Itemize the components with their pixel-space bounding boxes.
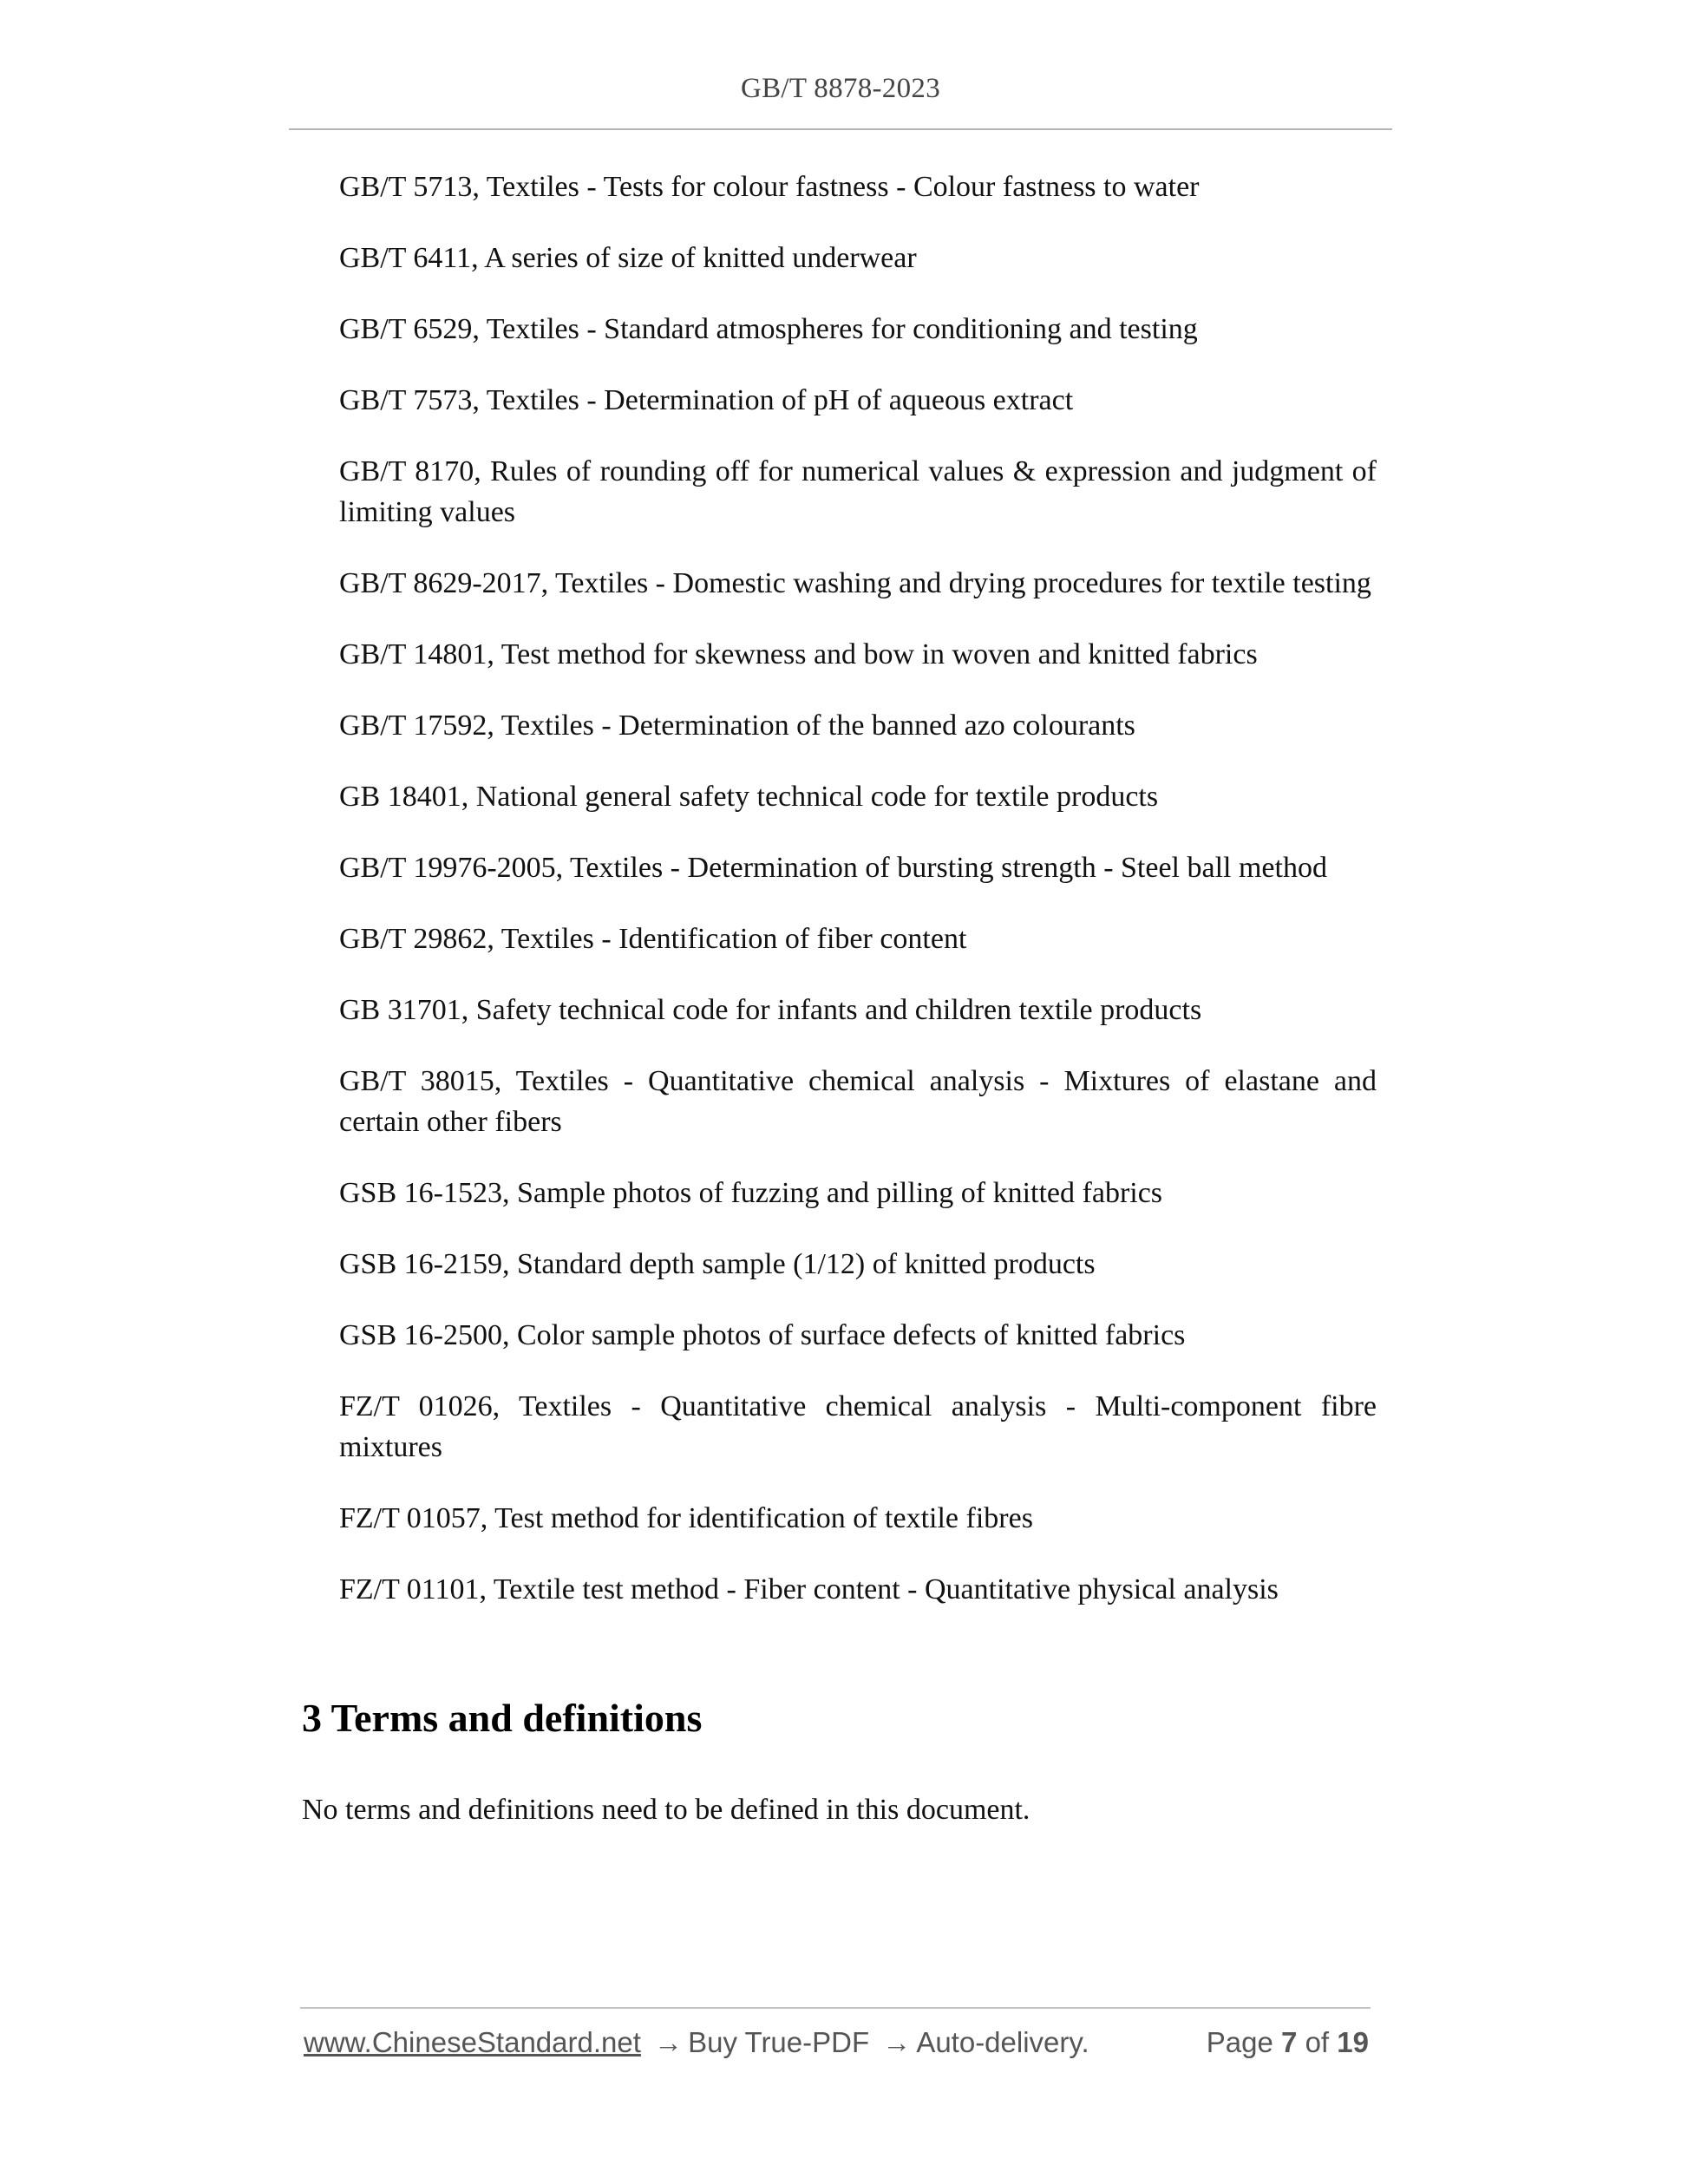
of-label: of bbox=[1305, 2026, 1330, 2058]
reference-item: FZ/T 01057, Test method for identification of textile fibres bbox=[339, 1502, 1033, 1534]
arrow-right-icon: → bbox=[882, 2026, 912, 2058]
reference-item: GSB 16-2159, Standard depth sample (1/12) of knitted products bbox=[339, 1248, 1096, 1280]
reference-item: GB/T 6411, A series of size of knitted underwear bbox=[339, 242, 917, 274]
reference-item: GB 31701, Safety technical code for infants and children textile products bbox=[339, 994, 1202, 1026]
reference-item: FZ/T 01101, Textile test method - Fiber content - Quantitative physical analysis bbox=[339, 1573, 1279, 1605]
page-indicator bbox=[1207, 2026, 1369, 2059]
reference-item: GB/T 5713, Textiles - Tests for colour fastness - Colour fastness to water bbox=[339, 171, 1200, 203]
reference-item: GB/T 8170, Rules of rounding off for numerical values & expression and judgment of limiting values bbox=[339, 455, 1377, 528]
header-divider bbox=[289, 128, 1392, 130]
arrow-right-icon: → bbox=[654, 2026, 684, 2058]
reference-item: GB/T 19976-2005, Textiles - Determination of bursting strength - Steel ball method bbox=[339, 852, 1327, 884]
footer-divider bbox=[300, 2007, 1371, 2009]
running-header: GB/T 8878-2023 bbox=[740, 73, 940, 104]
reference-item: GB/T 7573, Textiles - Determination of pH of aqueous extract bbox=[339, 384, 1074, 416]
reference-item: GB/T 8629-2017, Textiles - Domestic washing and drying procedures for textile testing bbox=[339, 567, 1371, 599]
reference-item: GB/T 6529, Textiles - Standard atmospheres for conditioning and testing bbox=[339, 313, 1198, 345]
reference-item: GSB 16-1523, Sample photos of fuzzing and pilling of knitted fabrics bbox=[339, 1177, 1163, 1209]
buy-true-pdf-text: Buy True-PDF bbox=[688, 2026, 870, 2058]
section-heading: 3 Terms and definitions bbox=[302, 1696, 703, 1740]
reference-item: GB/T 29862, Textiles - Identification of fiber content bbox=[339, 923, 967, 955]
page-label: Page bbox=[1206, 2026, 1273, 2058]
site-link[interactable]: www.ChineseStandard.net bbox=[304, 2026, 641, 2058]
normative-references-list bbox=[339, 167, 1377, 1640]
reference-item: GB 18401, National general safety technical code for textile products bbox=[339, 781, 1159, 813]
reference-item: GSB 16-2500, Color sample photos of surface defects of knitted fabrics bbox=[339, 1319, 1186, 1351]
reference-item: GB/T 14801, Test method for skewness and bow in woven and knitted fabrics bbox=[339, 638, 1258, 670]
reference-item: GB/T 17592, Textiles - Determination of the banned azo colourants bbox=[339, 709, 1135, 742]
auto-delivery-text: Auto-delivery. bbox=[916, 2026, 1089, 2058]
reference-item: FZ/T 01026, Textiles - Quantitative chemical analysis - Multi-component fibre mixtures bbox=[339, 1390, 1377, 1463]
total-pages: 19 bbox=[1337, 2026, 1369, 2058]
page-number: 7 bbox=[1281, 2026, 1298, 2058]
footer-promo bbox=[304, 2026, 1089, 2059]
section-body-text: No terms and definitions need to be defined in this document. bbox=[302, 1794, 1030, 1826]
page-footer bbox=[304, 2026, 1369, 2064]
reference-item: GB/T 38015, Textiles - Quantitative chemical analysis - Mixtures of elastane and certain other fibers bbox=[339, 1065, 1377, 1138]
